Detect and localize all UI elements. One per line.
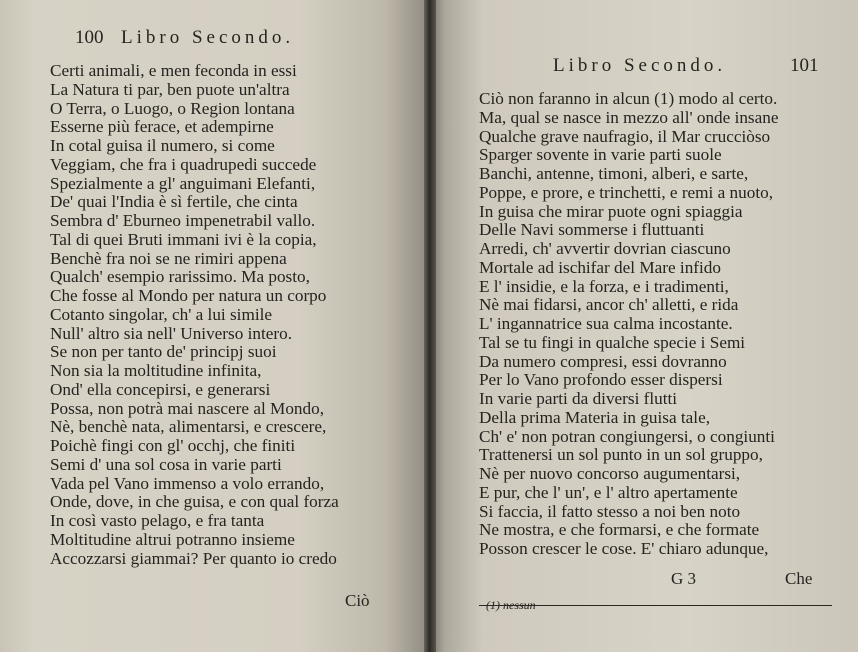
verse-line: In così vasto pelago, e fra tanta bbox=[50, 511, 265, 530]
verse-line: Spezialmente a gl' anguimani Elefanti, bbox=[50, 173, 316, 193]
left-running-head bbox=[75, 27, 294, 49]
verse-line: Della prima Materia in guisa tale, bbox=[479, 407, 710, 427]
verse-line: In cotal guisa il numero, si come bbox=[50, 136, 275, 155]
verse-line: Per lo Vano profondo esser dispersi bbox=[479, 370, 723, 390]
verse-line: L' ingannatrice sua calma incostante. bbox=[479, 314, 733, 333]
verse-line: Esserne più ferace, et adempirne bbox=[50, 117, 274, 137]
verse-line: Ma, qual se nasce in mezzo all' onde insane bbox=[479, 107, 779, 127]
right-page-number-wrap bbox=[790, 55, 819, 77]
verse-line: Ond' ella concepirsi, e generarsi bbox=[50, 379, 271, 399]
verse-line: La Natura ti par, ben puote un'altra bbox=[50, 79, 290, 99]
signature-mark: G 3 bbox=[671, 569, 697, 588]
verse-line: Benchè fra noi se ne rimiri appena bbox=[50, 248, 287, 268]
verse-line: Ciò non faranno in alcun (1) modo al certo. bbox=[479, 89, 778, 108]
verse-line: Mortale ad ischifar del Mare infido bbox=[479, 257, 721, 277]
verse-line: Qualche grave naufragio, il Mar crucciòso bbox=[479, 126, 771, 146]
right-catchword: Che bbox=[785, 569, 813, 588]
verse-line: Ne mostra, e che formarsi, e che formate bbox=[479, 520, 760, 540]
verse-line: O Terra, o Luogo, o Region lontana bbox=[50, 98, 295, 118]
verse-line: In guisa che mirar puote ogni spiaggia bbox=[479, 201, 743, 221]
left-page-number: 100 bbox=[75, 27, 104, 48]
verse-line: Possa, non potrà mai nascere al Mondo, bbox=[50, 398, 324, 418]
verse-line: Nè per nuovo concorso augumentarsi, bbox=[479, 464, 741, 483]
verse-line: Poppe, e prore, e trinchetti, e remi a nuoto, bbox=[479, 182, 774, 202]
verse-line: Cotanto singolar, ch' a lui simile bbox=[50, 304, 272, 324]
verse-line: Arredi, ch' avvertir dovrian ciascuno bbox=[479, 239, 731, 258]
verse-line: De' quai l'India è sì fertile, che cinta bbox=[50, 192, 298, 212]
verse-line: Si faccia, il fatto stesso a noi ben noto bbox=[479, 501, 741, 521]
right-page-number: 101 bbox=[790, 55, 819, 76]
footnote: (1) nessun bbox=[486, 598, 536, 612]
right-running-head bbox=[553, 55, 726, 77]
left-verse-block bbox=[50, 62, 339, 568]
verse-line: Banchi, antenne, timoni, alberi, e sarte, bbox=[479, 164, 749, 183]
left-catchword: Ciò bbox=[345, 591, 370, 610]
verse-line: Nè, benchè nata, alimentarsi, e crescere, bbox=[50, 417, 327, 437]
verse-line: Moltitudine altrui potranno insieme bbox=[50, 529, 295, 549]
verse-line: Qualch' esempio rarissimo. Ma posto, bbox=[50, 267, 310, 287]
verse-line: Accozzarsi giammai? Per quanto io credo bbox=[50, 548, 337, 568]
verse-line: Trattenersi un sol punto in un sol gruppo, bbox=[479, 445, 763, 465]
verse-line: Null' altro sia nell' Universo intero. bbox=[50, 323, 292, 343]
verse-line: Semi d' una sol cosa in varie parti bbox=[50, 454, 282, 474]
verse-line: Se non per tanto de' principj suoi bbox=[50, 342, 277, 362]
verse-line: Nè mai fidarsi, ancor ch' alletti, e rida bbox=[479, 295, 739, 315]
verse-line: Tal se tu fingi in qualche specie i Semi bbox=[479, 332, 746, 352]
verse-line: Tal di quei Bruti immani ivi è la copia, bbox=[50, 229, 317, 249]
verse-line: Ch' e' non potran congiungersi, o congiunti bbox=[479, 426, 775, 446]
left-running-title: Libro Secondo. bbox=[121, 27, 295, 48]
verse-line: Vada pel Vano immenso a volo errando, bbox=[50, 473, 325, 493]
verse-line: Onde, dove, in che guisa, e con qual forza bbox=[50, 492, 339, 512]
book-gutter bbox=[424, 0, 436, 652]
verse-line: Posson crescer le cose. E' chiaro adunque, bbox=[479, 539, 769, 558]
verse-line: In varie parti da diversi flutti bbox=[479, 389, 678, 408]
right-verse-block bbox=[479, 90, 778, 559]
verse-line: Veggiam, che fra i quadrupedi succede bbox=[50, 154, 317, 174]
verse-line: Delle Navi sommerse i fluttuanti bbox=[479, 220, 705, 240]
verse-line: Non sia la moltitudine infinita, bbox=[50, 361, 262, 380]
verse-line: Sembra d' Eburneo impenetrabil vallo. bbox=[50, 211, 316, 230]
verse-line: Certi animali, e men feconda in essi bbox=[50, 61, 297, 80]
verse-line: Sparger sovente in varie parti suole bbox=[479, 145, 722, 165]
verse-line: Da numero compresi, essi dovranno bbox=[479, 351, 727, 371]
verse-line: E l' insidie, e la forza, e i tradimenti, bbox=[479, 276, 729, 296]
right-running-title: Libro Secondo. bbox=[553, 55, 727, 76]
verse-line: Poichè fingi con gl' occhj, che finiti bbox=[50, 436, 296, 455]
verse-line: Che fosse al Mondo per natura un corpo bbox=[50, 286, 327, 305]
verse-line: E pur, che l' un', e l' altro apertamente bbox=[479, 482, 738, 502]
